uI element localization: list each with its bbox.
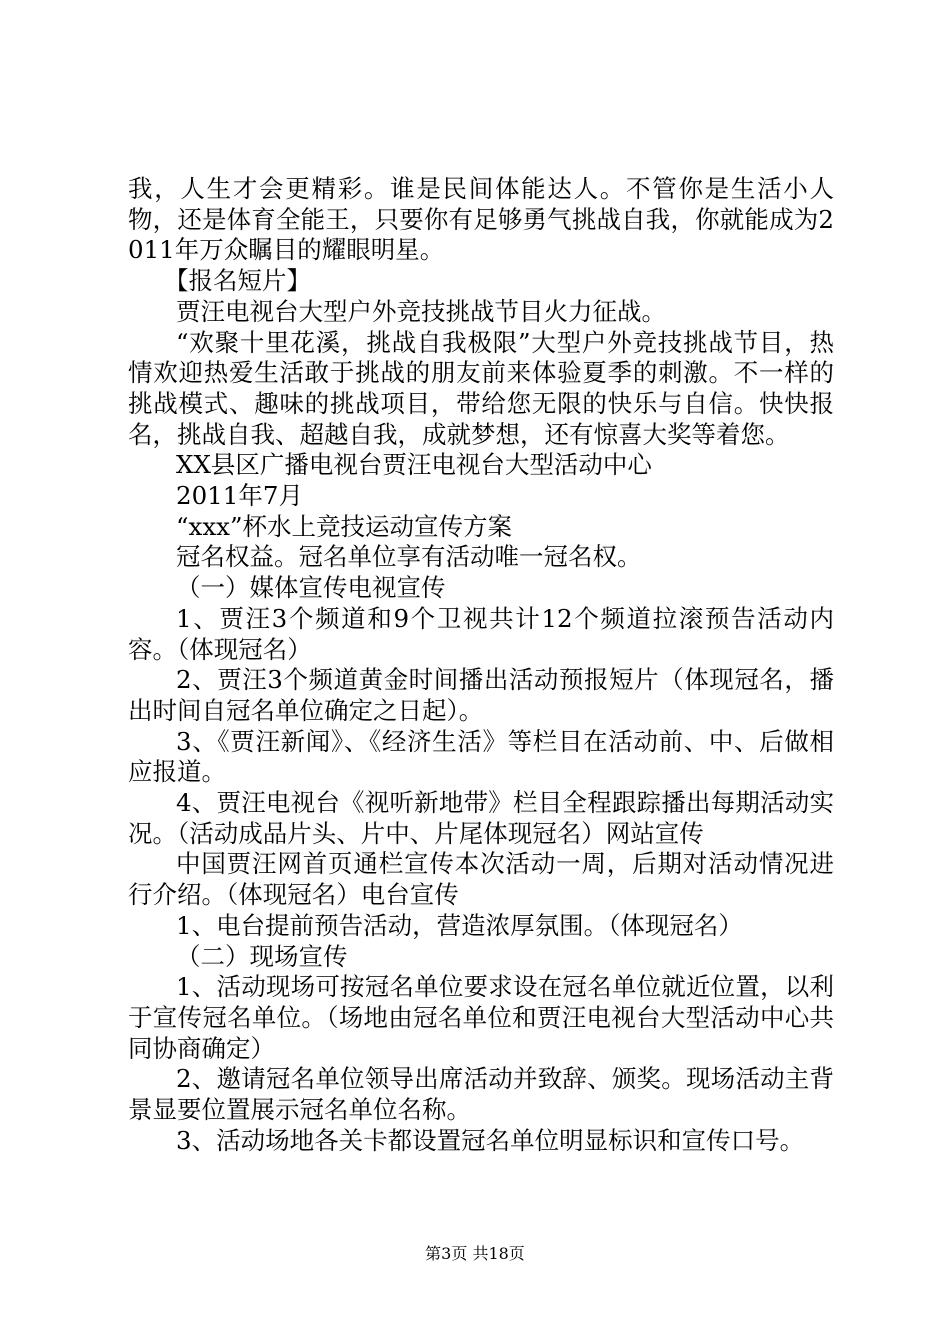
paragraph: 3、活动场地各关卡都设置冠名单位明显标识和宣传口号。 (176, 1125, 805, 1155)
paragraph: （一）媒体宣传电视宣传 (176, 573, 446, 603)
paragraph: 1、贾汪3个频道和9个卫视共计12个频道拉滚预告活动内容。（体现冠名） (128, 603, 834, 664)
paragraph: XX县区广播电视台贾汪电视台大型活动中心 (176, 450, 652, 480)
paragraph: “xxx”杯水上竞技运动宣传方案 (176, 511, 513, 541)
body-text (128, 174, 834, 1157)
paragraph: 中国贾汪网首页通栏宣传本次活动一周，后期对活动情况进行介绍。（体现冠名）电台宣传 (128, 849, 834, 910)
page-footer (0, 1244, 950, 1264)
paragraph: （二）现场宣传 (176, 941, 348, 971)
paragraph: “欢聚十里花溪，挑战自我极限”大型户外竞技挑战节目，热情欢迎热爱生活敢于挑战的朋友前来体验夏季的刺激。不一样的挑战模式、趣味的挑战项目，带给您无限的快乐与自信。快快报名，挑战自我、超越自我，成就梦想，还有惊喜大奖等着您。 (128, 327, 834, 449)
paragraph: 3、《贾汪新闻》、《经济生活》等栏目在活动前、中、后做相应报道。 (128, 726, 834, 787)
paragraph: 4、贾汪电视台《视听新地带》栏目全程跟踪播出每期活动实况。（活动成品片头、片中、片尾体现冠名）网站宣传 (128, 788, 834, 848)
page-number: 第3页 共18页 (425, 1244, 525, 1263)
paragraph: 1、活动现场可按冠名单位要求设在冠名单位就近位置，以利于宣传冠名单位。（场地由冠名单位和贾汪电视台大型活动中心共同协商确定） (128, 972, 834, 1063)
paragraph: 2、邀请冠名单位领导出席活动并致辞、颁奖。现场活动主背景显要位置展示冠名单位名称。 (128, 1064, 834, 1125)
paragraph: 1、电台提前预告活动，营造浓厚氛围。（体现冠名） (176, 910, 743, 940)
paragraph: 2、贾汪3个频道黄金时间播出活动预报短片（体现冠名，播出时间自冠名单位确定之日起）。 (128, 665, 834, 725)
paragraph: 贾汪电视台大型户外竞技挑战节目火力征战。 (176, 296, 666, 326)
paragraph: 【报名短片】 (164, 266, 311, 296)
paragraph: 我，人生才会更精彩。谁是民间体能达人。不管你是生活小人物，还是体育全能王，只要你有足够勇气挑战自我，你就能成为2011年万众瞩目的耀眼明星。 (128, 174, 834, 265)
paragraph: 2011年7月 (176, 481, 303, 511)
paragraph: 冠名权益。冠名单位享有活动唯一冠名权。 (176, 542, 642, 572)
